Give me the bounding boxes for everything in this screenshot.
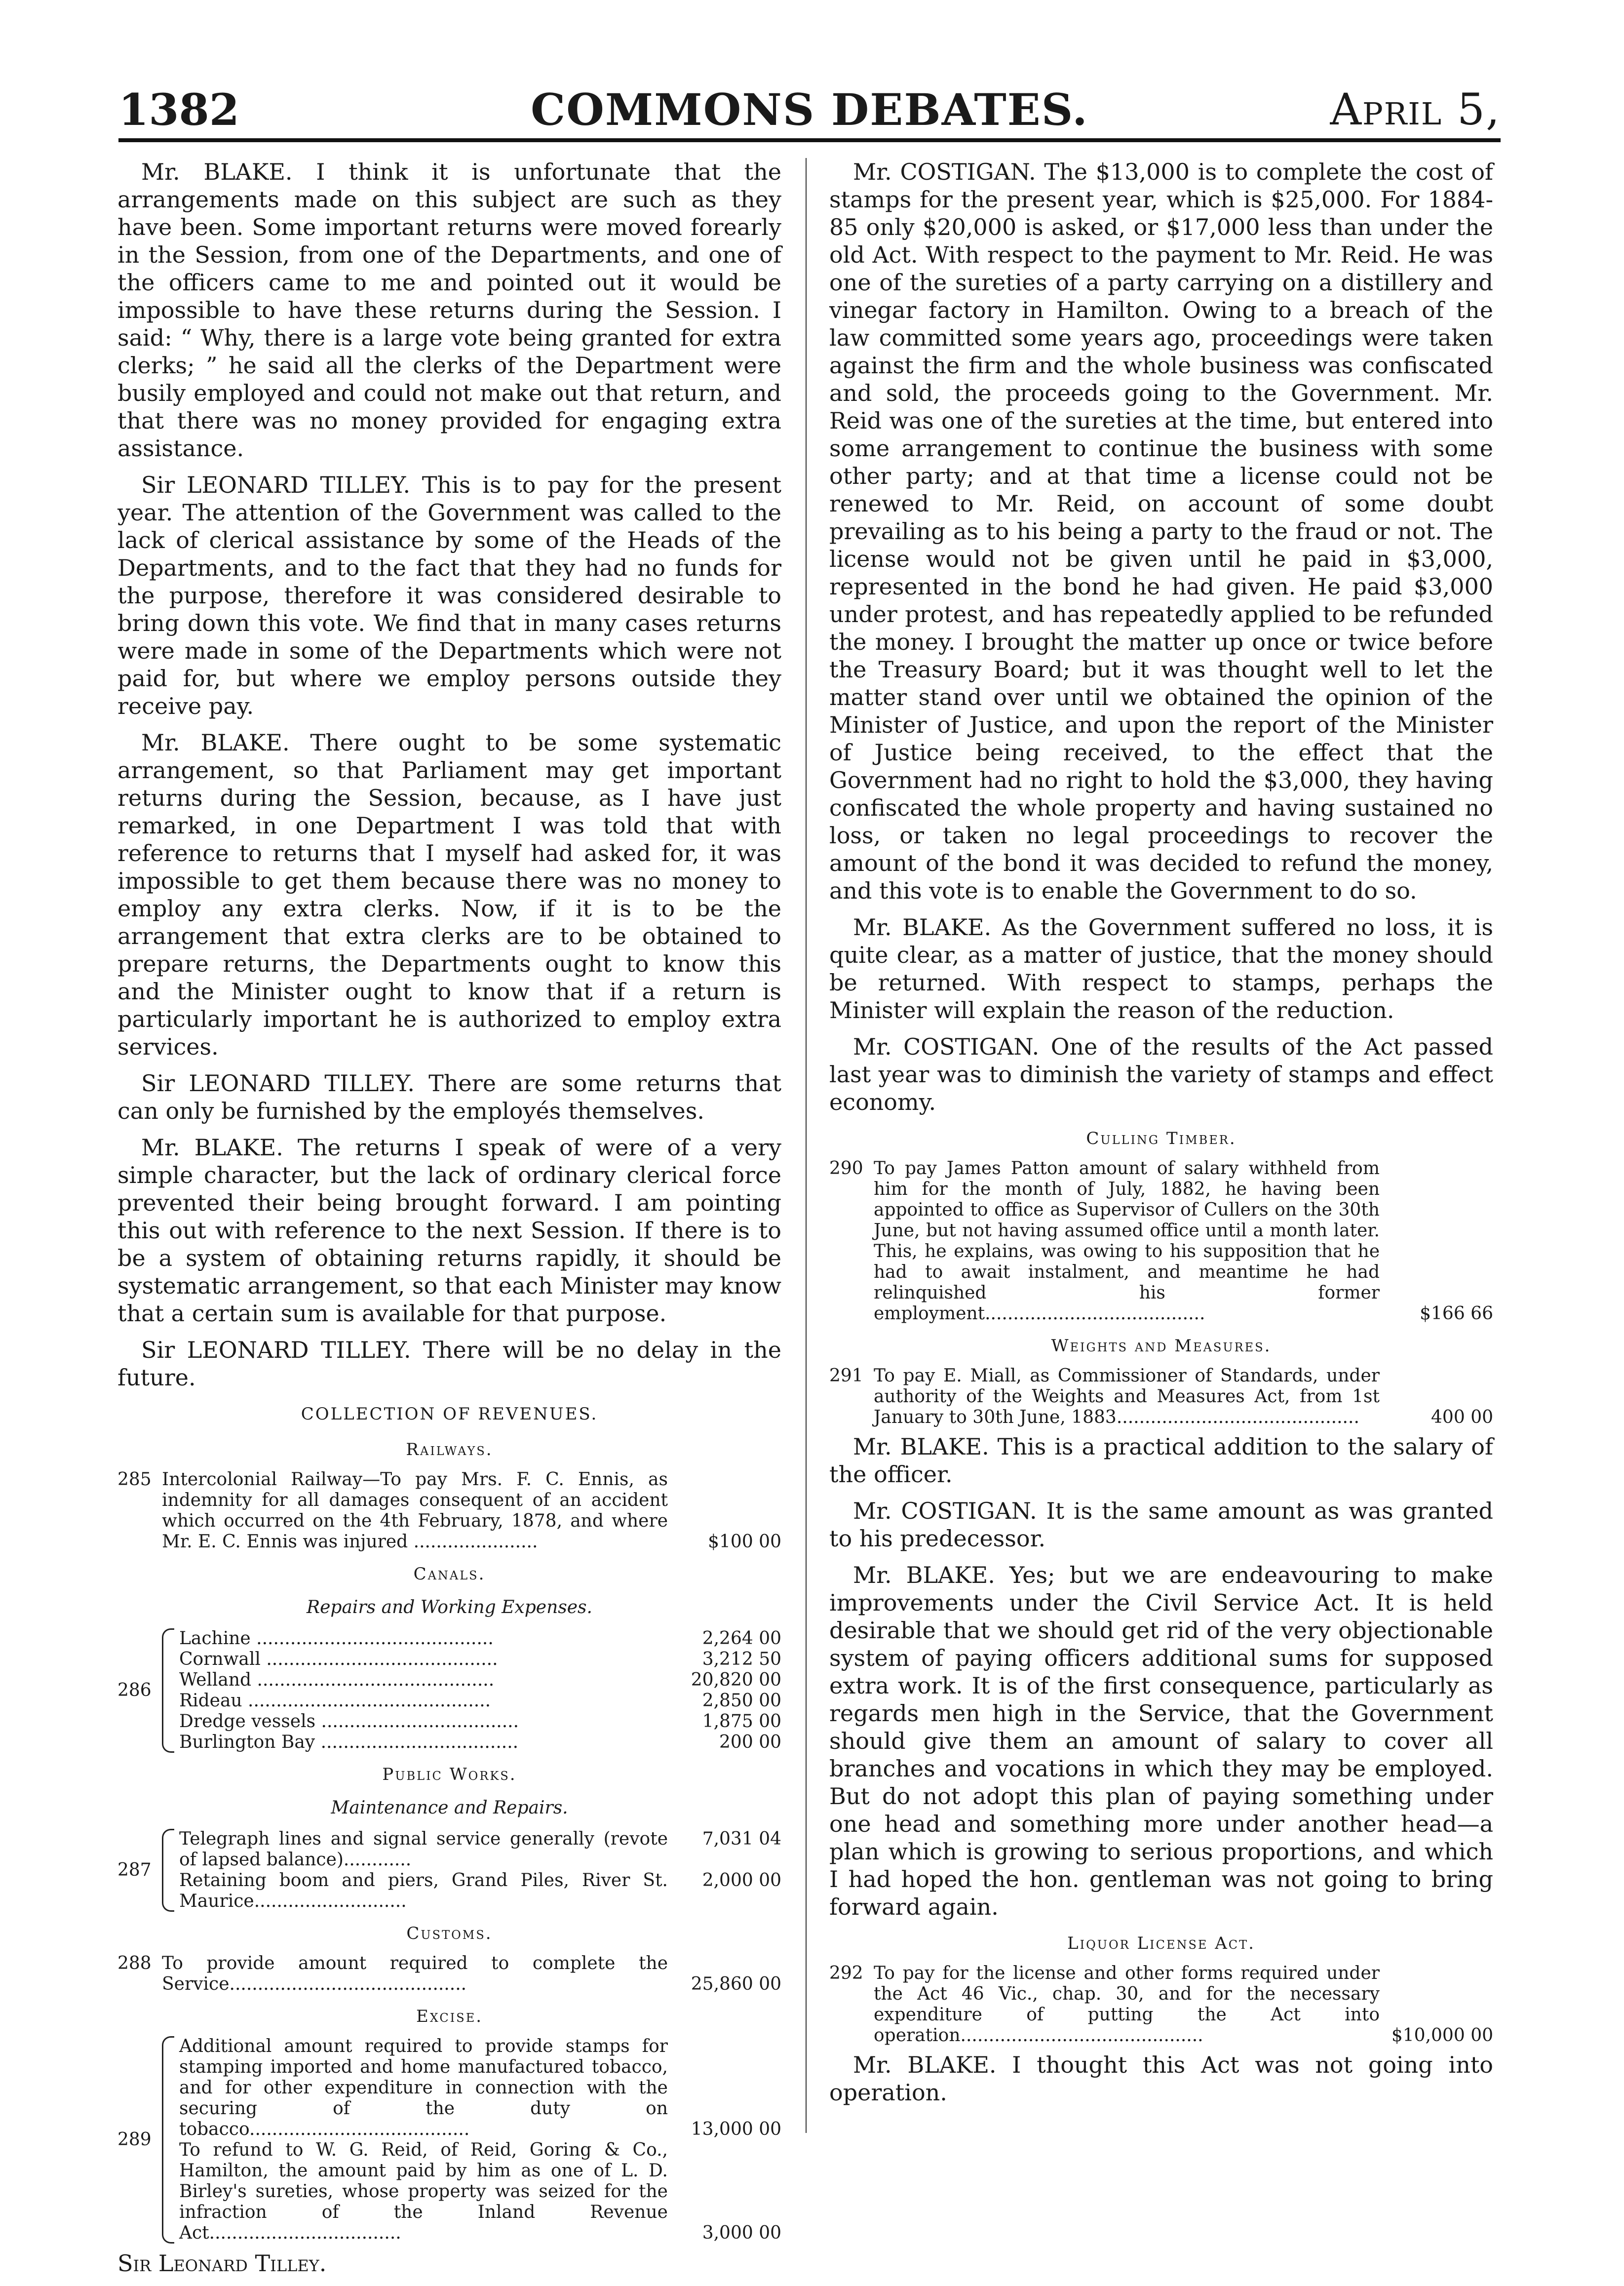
- excise-amount: 13,000 00: [691, 2119, 781, 2139]
- works-amount: 7,031 04: [702, 1829, 781, 1849]
- vote-amount: 400 00: [1431, 1407, 1493, 1427]
- canal-amount: 2,264 00: [702, 1628, 781, 1649]
- header-rule: [118, 138, 1501, 142]
- subheading-public-works: Public Works.: [382, 1765, 517, 1784]
- vote-description: To pay E. Miall, as Commissioner of Standards, under authority of the Weights and Measures Act, from 1st January to 30th June, 1883...........................................: [874, 1366, 1380, 1427]
- vote-item-288: [117, 1953, 781, 1995]
- vote-description: To pay James Patton amount of salary withheld from him for the month of July, 1882, he having been appointed to office as Supervisor of Cullers on the 30th June, but not having assumed office until a month later. This, he explains, was owing to his supposition that he had to await instalment, and meantime he had relinquished his former employment.......................................: [874, 1158, 1380, 1324]
- vote-number: 287: [117, 1860, 152, 1880]
- canal-row: [179, 1649, 781, 1670]
- canal-amount: 2,850 00: [702, 1691, 781, 1711]
- speech-paragraph: Mr. COSTIGAN. The $13,000 is to complete the cost of stamps for the present year, which is $25,000. For 1884-85 only $20,000 is asked, or $17,000 less than under the old Act. With respect to the payment to Mr. Reid. He was one of the sureties of a party carrying on a distillery and vinegar factory in Hamilton. Owing to a breach of the law committed some years ago, proceedings were taken against the firm and the whole business was confiscated and sold, the proceeds going to the Government. Mr. Reid was one of the sureties at the time, but entered into some arrangement to continue the business with some other party; and at that time a license could not be renewed to Mr. Reid, on account of some doubt prevailing as to his being a party to the fraud or not. The license would not be given until he paid in $3,000, represented in the bond he had given. He paid $3,000 under protest, and has repeatedly applied to be refunded the money. I brought the matter up once or twice before the Treasury Board; but it was thought well to let the matter stand over until we obtained the opinion of the Minister of Justice, and upon the report of the Minister of Justice being received, to the effect that the Government had no right to hold the $3,000, they having confiscated the whole property and having sustained no loss, or taken no legal proceedings to recover the amount of the bond it was decided to refund the money, and this vote is to enable the Government to do so.: [829, 158, 1493, 904]
- vote-item-292: [829, 1963, 1493, 2046]
- subheading-railways: Railways.: [406, 1440, 493, 1459]
- works-name: Retaining boom and piers, Grand Piles, River St. Maurice...........................: [179, 1870, 668, 1911]
- speech-paragraph: Mr. BLAKE. There ought to be some systematic arrangement, so that Parliament may get important returns during the Session, because, as I have just remarked, in one Department I was told that with reference to returns that I myself had asked for, it was impossible to get them because there was no money to employ any extra clerks. Now, if it is to be the arrangement that extra clerks are to be obtained to prepare returns, the Departments ought to know this and the Minister ought to know that if a return is particularly important he is authorized to employ extra services.: [117, 729, 781, 1060]
- canal-row: [179, 1711, 781, 1732]
- vote-number: 292: [829, 1963, 863, 1983]
- vote-group-287: [117, 1829, 781, 1912]
- brace: [162, 1829, 174, 1912]
- canal-name: Dredge vessels ...................................: [179, 1711, 519, 1732]
- speech-paragraph: Mr. BLAKE. The returns I speak of were of a very simple character, but the lack of ordinary clerical force prevented their being brought forward. I am pointing this out with reference to the next Session. If there is to be a system of obtaining returns rapidly, it should be systematic arrangement, so that each Minister may know that a certain sum is available for that purpose.: [117, 1134, 781, 1327]
- page-header: [118, 74, 1501, 148]
- works-row: [179, 1870, 781, 1912]
- speech-paragraph: Sir LEONARD TILLEY. This is to pay for the present year. The attention of the Government was called to the lack of clerical assistance by some of the Heads of the Departments, and to the fact that they had no funds for the purpose, therefore it was considered desirable to bring down this vote. We find that in many cases returns were made in some of the Departments which were not paid for, but where we employ persons outside they receive pay.: [117, 472, 781, 719]
- vote-description: To pay for the license and other forms required under the Act 46 Vic., chap. 30, and for the necessary expenditure of putting the Act into operation...........................................: [874, 1963, 1380, 2046]
- column-divider: [806, 158, 807, 2133]
- page-number: 1382: [118, 84, 239, 135]
- canal-amount: 20,820 00: [691, 1670, 781, 1690]
- vote-amount: 25,860 00: [691, 1974, 781, 1994]
- excise-row: [179, 2140, 781, 2244]
- subheading-repairs: Repairs and Working Expenses.: [307, 1597, 592, 1617]
- subheading-maintenance: Maintenance and Repairs.: [331, 1798, 568, 1818]
- excise-amount: 3,000 00: [702, 2223, 781, 2243]
- works-name: Telegraph lines and signal service generally (revote of lapsed balance)............: [179, 1829, 668, 1870]
- vote-number: 288: [117, 1953, 152, 1973]
- speech-paragraph: Mr. BLAKE. This is a practical addition to the salary of the officer.: [829, 1433, 1493, 1488]
- speaker-attribution: Sir Leonard Tilley.: [117, 2250, 327, 2277]
- left-column: [117, 158, 781, 2286]
- speech-paragraph: Mr. BLAKE. As the Government suffered no loss, it is quite clear, as a matter of justice, that the money should be returned. With respect to stamps, perhaps the Minister will explain the reason of the reduction.: [829, 914, 1493, 1024]
- vote-number: 285: [117, 1469, 152, 1490]
- subheading-liquor: Liquor License Act.: [1067, 1933, 1255, 1953]
- vote-amount: $166 66: [1420, 1303, 1493, 1324]
- speech-paragraph: Sir LEONARD TILLEY. There will be no delay in the future.: [117, 1337, 781, 1391]
- speech-paragraph: Mr. COSTIGAN. It is the same amount as was granted to his predecessor.: [829, 1498, 1493, 1552]
- subheading-excise: Excise.: [416, 2007, 483, 2026]
- vote-item-291: [829, 1366, 1493, 1428]
- works-row: [179, 1829, 781, 1870]
- canal-row: [179, 1670, 781, 1691]
- subheading-weights: Weights and Measures.: [1051, 1336, 1272, 1356]
- canal-row: [179, 1628, 781, 1649]
- section-heading-collection: COLLECTION OF REVENUES.: [301, 1404, 598, 1424]
- canal-name: Cornwall .........................................: [179, 1649, 498, 1669]
- canal-amount: 1,875 00: [702, 1711, 781, 1732]
- vote-number: 286: [117, 1680, 152, 1700]
- vote-number: 289: [117, 2129, 152, 2150]
- brace: [162, 2036, 174, 2244]
- speech-paragraph: Mr. BLAKE. Yes; but we are endeavouring to make improvements under the Civil Service Act. It is held desirable that we should get rid of the very objectionable system of paying officers additional sums for supposed extra work. It is of the first consequence, particularly as regards men high in the Service, that the Government should give them an amount of salary to cover all branches and vocations in which they may be employed. But do not adopt this plan of paying something under one head and something more under another head—a plan which is growing to serious proportions, and which I had hoped the hon. gentleman was not going to bring forward again.: [829, 1562, 1493, 1920]
- canal-name: Rideau ...........................................: [179, 1691, 491, 1711]
- works-amount: 2,000 00: [702, 1870, 781, 1891]
- right-column: [829, 158, 1493, 2115]
- canal-row: [179, 1732, 781, 1753]
- canal-name: Lachine ..........................................: [179, 1628, 494, 1649]
- publication-title: COMMONS DEBATES.: [531, 84, 1088, 135]
- vote-number: 291: [829, 1366, 863, 1386]
- page-date: April 5,: [1330, 84, 1501, 135]
- vote-number: 290: [829, 1158, 863, 1179]
- vote-item-285: [117, 1469, 781, 1552]
- vote-amount: $100 00: [708, 1532, 781, 1552]
- subheading-canals: Canals.: [413, 1564, 486, 1584]
- speech-paragraph: Mr. BLAKE. I thought this Act was not going into operation.: [829, 2051, 1493, 2106]
- speech-paragraph: Mr. BLAKE. I think it is unfortunate that the arrangements made on this subject are such as they have been. Some important returns were moved forearly in the Session, from one of the Departments, and one of the officers came to me and pointed out it would be impossible to have these returns during the Session. I said: “ Why, there is a large vote being granted for extra clerks; ” he said all the clerks of the Department were busily employed and could not make out that return, and that there was no money provided for engaging extra assistance.: [117, 158, 781, 462]
- excise-text: Additional amount required to provide stamps for stamping imported and home manufactured tobacco, and for other expenditure in connection with the securing of the duty on tobacco.......................................: [179, 2036, 668, 2139]
- canal-amount: 200 00: [719, 1732, 781, 1752]
- canal-amount: 3,212 50: [702, 1649, 781, 1669]
- speech-paragraph: Mr. COSTIGAN. One of the results of the Act passed last year was to diminish the variety of stamps and effect economy.: [829, 1033, 1493, 1115]
- vote-amount: $10,000 00: [1391, 2025, 1493, 2046]
- excise-row: [179, 2036, 781, 2140]
- canal-row: [179, 1691, 781, 1711]
- subheading-customs: Customs.: [406, 1924, 493, 1943]
- vote-group-289: [117, 2036, 781, 2244]
- speech-paragraph: Sir LEONARD TILLEY. There are some returns that can only be furnished by the employés themselves.: [117, 1070, 781, 1124]
- vote-item-290: [829, 1158, 1493, 1324]
- vote-description: To provide amount required to complete the Service..........................................: [162, 1953, 668, 1994]
- brace: [162, 1628, 174, 1753]
- canal-name: Welland ..........................................: [179, 1670, 495, 1690]
- excise-text: To refund to W. G. Reid, of Reid, Goring & Co., Hamilton, the amount paid by him as one of L. D. Birley's sureties, whose property was seized for the infraction of the Inland Revenue Act..................................: [179, 2140, 668, 2243]
- vote-description: Intercolonial Railway—To pay Mrs. F. C. Ennis, as indemnity for all damages consequent of an accident which occurred on the 4th February, 1878, and where Mr. E. C. Ennis was injured ......................: [162, 1469, 668, 1552]
- subheading-culling: Culling Timber.: [1086, 1129, 1237, 1148]
- vote-group-286: [117, 1628, 781, 1753]
- canal-name: Burlington Bay ...................................: [179, 1732, 519, 1752]
